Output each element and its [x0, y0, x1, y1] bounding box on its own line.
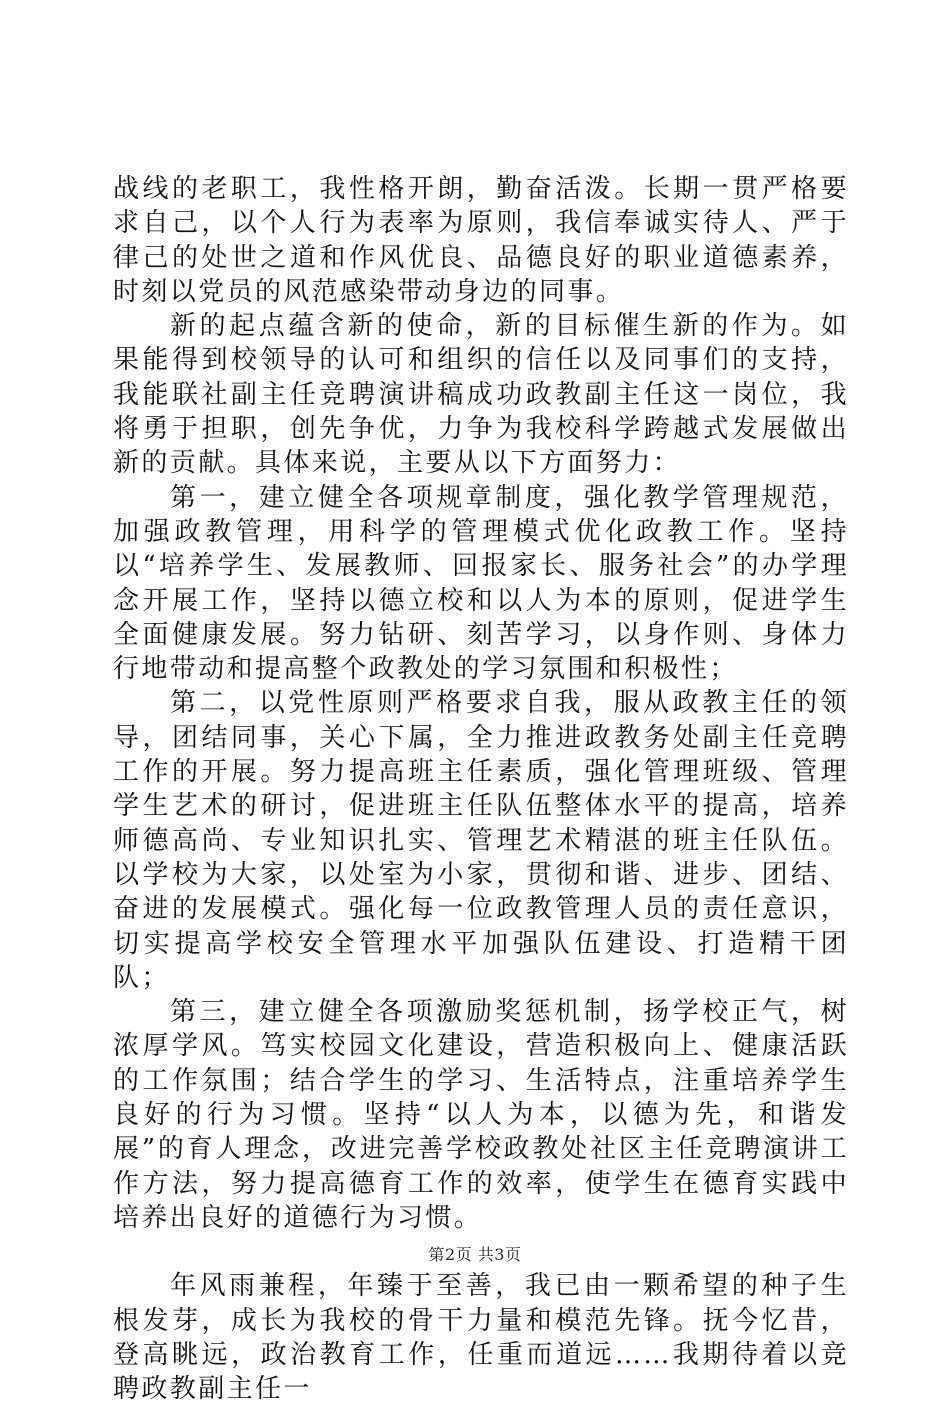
page-number-footer: 第2页 共3页: [428, 1245, 522, 1264]
document-body: [113, 172, 849, 1406]
paragraph-4: 第二，以党性原则严格要求自我，服从政教主任的领导，团结同事，关心下属，全力推进政教务处副主任竞聘工作的开展。努力提高班主任素质，强化管理班级、管理学生艺术的研讨，促进班主任队伍整体水平的提高，培养师德高尚、专业知识扎实、管理艺术精湛的班主任队伍。以学校为大家，以处室为小家，贯彻和谐、进步、团结、奋进的发展模式。强化每一位政教管理人员的责任意识，切实提高学校安全管理水平加强队伍建设、打造精干团队；: [113, 688, 849, 993]
paragraph-3: 第一，建立健全各项规章制度，强化教学管理规范，加强政教管理，用科学的管理模式优化政教工作。坚持以“培养学生、发展教师、回报家长、服务社会”的办学理念开展工作，坚持以德立校和以人为本的原则，促进学生全面健康发展。努力钻研、刻苦学习，以身作则、身体力行地带动和提高整个政教处的学习氛围和积极性；: [113, 482, 849, 685]
paragraph-1: 战线的老职工，我性格开朗，勤奋活泼。长期一贯严格要求自己，以个人行为表率为原则，我信奉诚实待人、严于律己的处世之道和作风优良、品德良好的职业道德素养，时刻以党员的风范感染带动身边的同事。: [113, 174, 849, 307]
paragraph-6: 年风雨兼程，年臻于至善，我已由一颗希望的种子生根发芽，成长为我校的骨干力量和模范先锋。抚今忆昔，登高眺远，政治教育工作，任重而道远……我期待着以竞聘政教副主任一: [113, 1271, 849, 1405]
paragraph-2: 新的起点蕴含新的使命，新的目标催生新的作为。如果能得到校领导的认可和组织的信任以及同事们的支持，我能联社副主任竞聘演讲稿成功政教副主任这一岗位，我将勇于担职，创先争优，力争为我校科学跨越式发展做出新的贡献。具体来说，主要从以下方面努力：: [113, 311, 849, 479]
paragraph-5: 第三，建立健全各项激励奖惩机制，扬学校正气，树浓厚学风。笃实校园文化建设，营造积极向上、健康活跃的工作氛围；结合学生的学习、生活特点，注重培养学生良好的行为习惯。坚持“以人为本，以德为先，和谐发展”的育人理念，改进完善学校政教处社区主任竞聘演讲工作方法，努力提高德育工作的效率，使学生在德育实践中培养出良好的道德行为习惯。: [113, 997, 849, 1233]
